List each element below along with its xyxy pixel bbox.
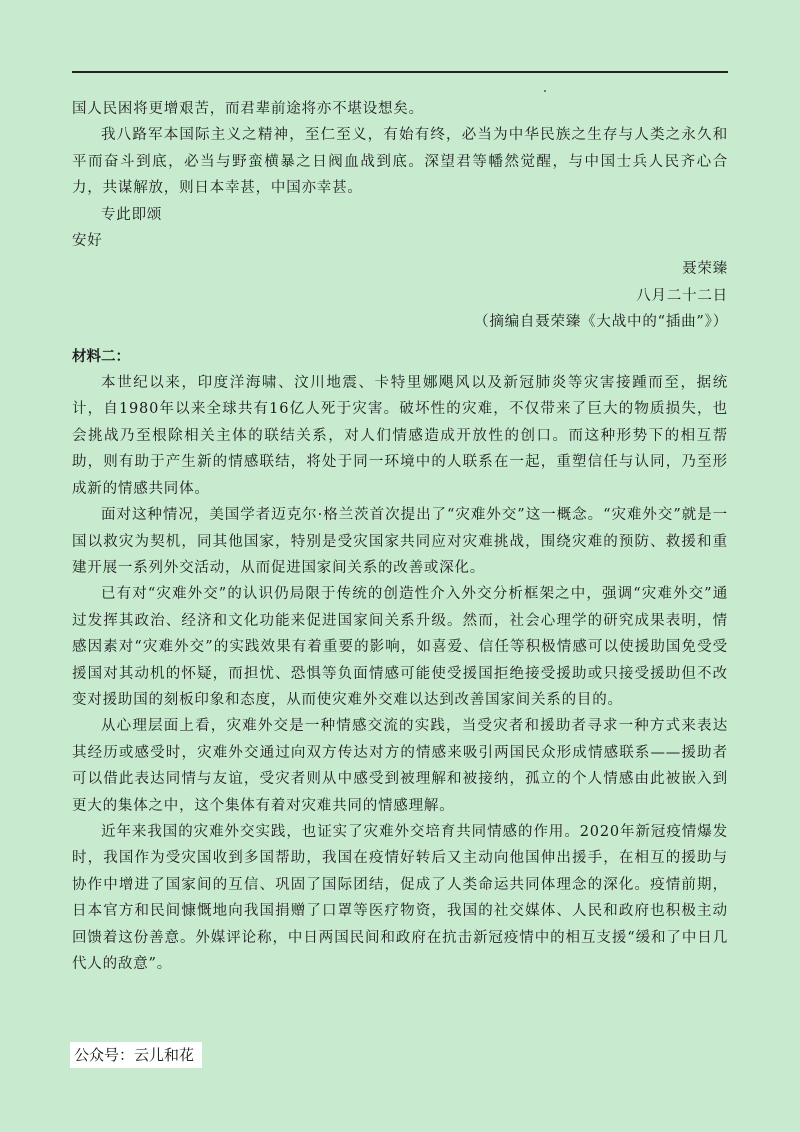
scan-speck: [544, 90, 546, 92]
letter-closing-2: 安好: [72, 233, 103, 250]
material-paragraph: 从心理层面上看，灾难外交是一种情感交流的实践，当受灾者和援助者寻求一种方式来表达其经历或感受时，灾难外交通过向双方传达对方的情感来吸引两国民众形成情感联系——援助者可以借此表达同情与友谊，受灾者则从中感受到被理解和被接纳，孤立的个人情感由此被嵌入到更大的集体之中，这个集体有着对灾难共同的情感理解。: [72, 718, 728, 814]
letter-paragraph-0: 国人民困将更增艰苦，而君辈前途将亦不堪设想矣。: [72, 101, 424, 117]
letter-date: 八月二十二日: [636, 287, 728, 304]
letter-source: （摘编自聂荣臻《大战中的“插曲”》）: [474, 314, 728, 331]
letter-signature: 聂荣臻: [682, 261, 728, 278]
letter-paragraph-1: 我八路军本国际主义之精神，至仁至义，有始有终，必当为中华民族之生存与人类之永久和平而奋斗到底，必当与野蛮横暴之日阀血战到底。深望君等幡然觉醒，与中国士兵人民齐心合力，共谋解放，则日本幸甚，中国亦幸甚。: [72, 127, 728, 197]
material-paragraph: 面对这种情况，美国学者迈克尔·格兰茨首次提出了“灾难外交”这一概念。“灾难外交”就是一国以救灾为契机，同其他国家，特别是受灾国家共同应对灾难挑战，围绕灾难的预防、救援和重建开展一系列外交活动，从而促进国家间关系的改善或深化。: [72, 507, 728, 576]
watermark-label: 公众号：云儿和花: [70, 1042, 202, 1068]
letter-closing-1: 专此即颂: [101, 206, 163, 223]
material-paragraph: 近年来我国的灾难外交实践，也证实了灾难外交培育共同情感的作用。2020年新冠疫情爆发时，我国作为受灾国收到多国帮助，我国在疫情好转后又主动向他国伸出援手，在相互的援助与协作中增进了国家间的互信、巩固了国际团结，促成了人类命运共同体理念的深化。疫情前期，日本官方和民间慷慨地向我国捐赠了口罩等医疗物资，我国的社交媒体、人民和政府也积极主动回馈着这份善意。外媒评论称，中日两国民间和政府在抗击新冠疫情中的相互支援“缓和了中日几代人的敌意”。: [72, 823, 728, 972]
material-paragraph: 已有对“灾难外交”的认识仍局限于传统的创造性介入外交分析框架之中，强调“灾难外交”通过发挥其政治、经济和文化功能来促进国家间关系升级。然而，社会心理学的研究成果表明，情感因素对“灾难外交”的实践效果有着重要的影响，如喜爱、信任等积极情感可以使援助国免受受援国对其动机的怀疑，而担忧、恐惧等负面情感可能使受援国拒绝接受援助或只接受援助但不改变对援助国的刻板印象和态度，从而使灾难外交难以达到改善国家间关系的目的。: [72, 586, 728, 708]
header-rule: [72, 71, 728, 73]
section-heading: 材料二：: [72, 348, 130, 365]
material-paragraph: 本世纪以来，印度洋海啸、汶川地震、卡特里娜飓风以及新冠肺炎等灾害接踵而至，据统计，自1980年以来全球共有16亿人死于灾害。破坏性的灾难，不仅带来了巨大的物质损失，也会挑战乃至根除相关主体的联结关系，对人们情感造成开放性的创口。而这种形势下的相互帮助，则有助于产生新的情感联结，将处于同一环境中的人联系在一起，重塑信任与认同，乃至形成新的情感共同体。: [72, 375, 728, 497]
document-body: [72, 96, 728, 977]
